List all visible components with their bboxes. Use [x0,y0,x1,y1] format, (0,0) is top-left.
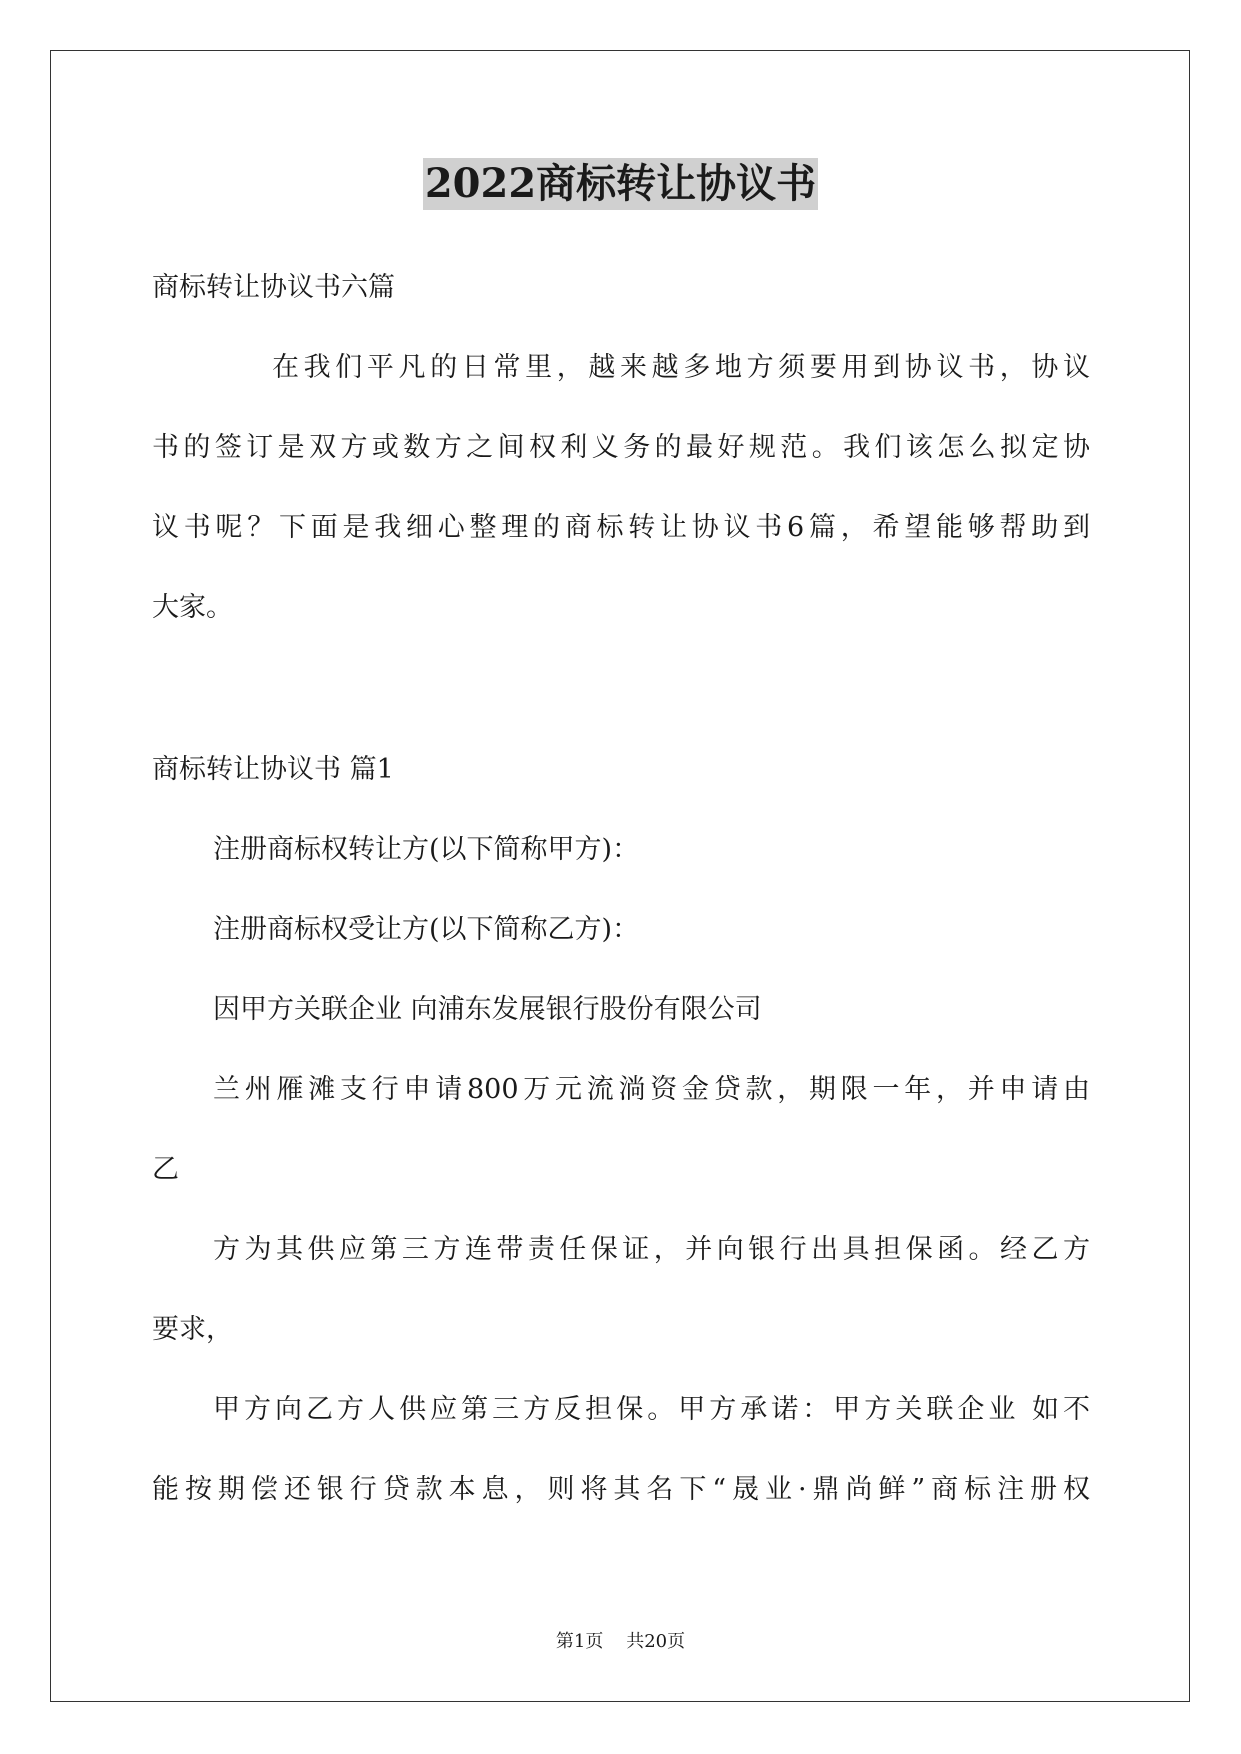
paragraph-line: 乙 [152,1154,179,1185]
page-total: 共20页 [626,1631,686,1652]
section-heading: 商标转让协议书 篇1 [152,754,394,785]
paragraph-line: 甲方向乙方人供应第三方反担保。甲方承诺：甲方关联企业 如不 [213,1394,1090,1425]
paragraph-line: 因甲方关联企业 向浦东发展银行股份有限公司 [213,994,762,1025]
paragraph-line: 注册商标权转让方(以下简称甲方)： [213,834,640,865]
paragraph-line: 书的签订是双方或数方之间权利义务的最好规范。我们该怎么拟定协 [152,432,1090,463]
paragraph-line: 方为其供应第三方连带责任保证，并向银行出具担保函。经乙方 [213,1234,1090,1265]
paragraph-line: 要求， [152,1314,233,1345]
page-footer [0,1630,1241,1654]
paragraph-line: 能按期偿还银行贷款本息，则将其名下“晟业·鼎尚鲜”商标注册权 [152,1474,1090,1505]
subtitle-line: 商标转让协议书六篇 [152,272,395,303]
paragraph-line: 兰州雁滩支行申请800万元流淌资金贷款，期限一年，并申请由 [213,1074,1090,1105]
page-number: 第1页 [555,1631,604,1652]
document-title: 2022商标转让协议书 [423,158,818,210]
paragraph-line: 大家。 [152,592,233,623]
paragraph-line: 在我们平凡的日常里，越来越多地方须要用到协议书，协议 [272,352,1090,383]
paragraph-line: 注册商标权受让方(以下简称乙方)： [213,914,640,945]
paragraph-line: 议书呢？下面是我细心整理的商标转让协议书6篇，希望能够帮助到 [152,512,1090,543]
title-wrapper [0,158,1241,210]
